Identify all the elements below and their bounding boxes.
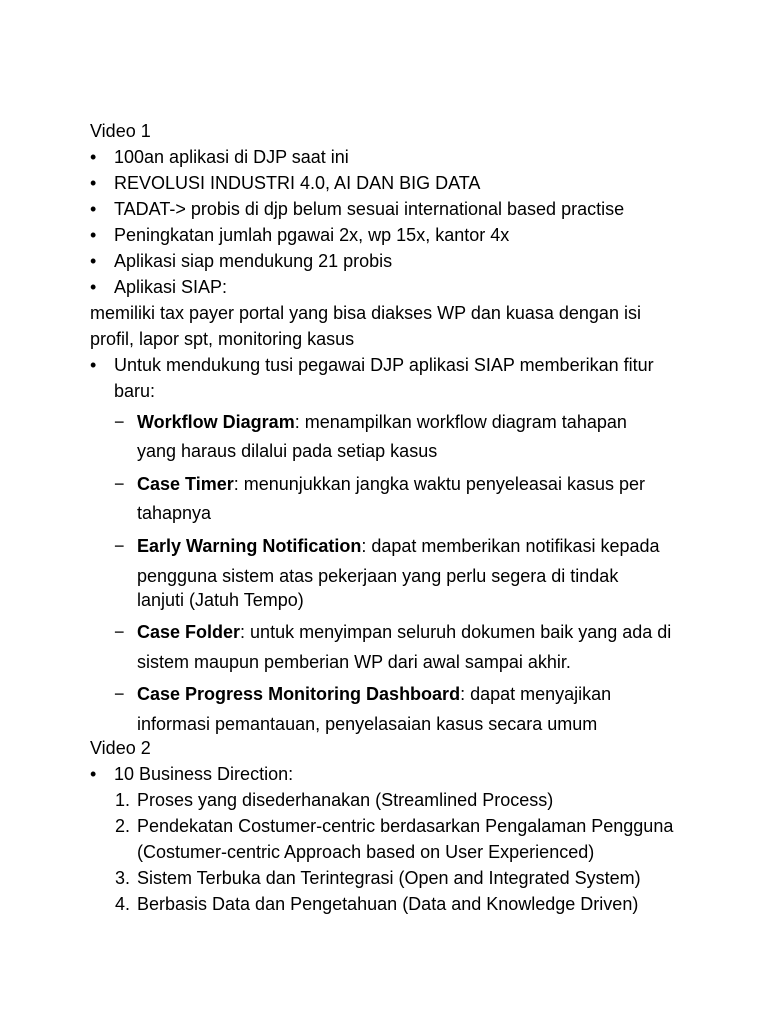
list-item: Peningkatan jumlah pgawai 2x, wp 15x, kantor 4x	[114, 225, 510, 245]
feature-item	[137, 409, 627, 435]
list-number: 2.	[115, 816, 131, 836]
feature-description-cont: lanjuti (Jatuh Tempo)	[137, 590, 304, 610]
feature-description-cont: yang haraus dilalui pada setiap kasus	[137, 441, 438, 461]
feature-description: : dapat memberikan notifikasi kepada	[361, 536, 660, 556]
feature-description: : dapat menyajikan	[460, 684, 612, 704]
list-item: Aplikasi SIAP:	[114, 277, 228, 297]
tusi-bullet-text: baru:	[114, 381, 156, 401]
list-item: Aplikasi siap mendukung 21 probis	[114, 251, 393, 271]
tusi-bullet-text: Untuk mendukung tusi pegawai DJP aplikasi SIAP memberikan fitur	[114, 355, 654, 375]
bullet-icon: •	[90, 173, 97, 193]
feature-description: : untuk menyimpan seluruh dokumen baik yang ada di	[240, 622, 672, 642]
list-item: Proses yang disederhanakan (Streamlined Process)	[137, 790, 554, 810]
list-number: 3.	[115, 868, 131, 888]
list-item-cont: (Costumer-centric Approach based on User Experienced)	[137, 842, 595, 862]
feature-description: : menunjukkan jangka waktu penyeleasai kasus per	[233, 474, 645, 494]
siap-description-line: profil, lapor spt, monitoring kasus	[90, 329, 355, 349]
feature-item	[137, 619, 671, 645]
list-item: TADAT-> probis di djp belum sesuai international based practise	[114, 199, 625, 219]
feature-term: Case Timer	[137, 474, 234, 494]
bullet-icon: •	[90, 251, 97, 271]
bullet-icon: •	[90, 764, 97, 784]
dash-icon: −	[114, 684, 125, 704]
bullet-icon: •	[90, 355, 97, 375]
feature-term: Case Folder	[137, 622, 241, 642]
dash-icon: −	[114, 412, 125, 432]
list-item: Sistem Terbuka dan Terintegrasi (Open and Integrated System)	[137, 868, 641, 888]
feature-term: Early Warning Notification	[137, 536, 362, 556]
list-item: Berbasis Data dan Pengetahuan (Data and Knowledge Driven)	[137, 894, 639, 914]
feature-item	[137, 533, 660, 559]
feature-description-cont: informasi pemantauan, penyelasaian kasus secara umum	[137, 714, 598, 734]
video2-heading: Video 2	[90, 738, 151, 758]
video1-heading: Video 1	[90, 121, 151, 141]
feature-description-cont: pengguna sistem atas pekerjaan yang perlu segera di tindak	[137, 566, 619, 586]
list-item: 100an aplikasi di DJP saat ini	[114, 147, 349, 167]
dash-icon: −	[114, 536, 125, 556]
feature-term: Workflow Diagram	[137, 412, 295, 432]
dash-icon: −	[114, 622, 125, 642]
list-item: Pendekatan Costumer-centric berdasarkan Pengalaman Pengguna	[137, 816, 674, 836]
feature-description-cont: sistem maupun pemberian WP dari awal sampai akhir.	[137, 652, 571, 672]
bullet-icon: •	[90, 147, 97, 167]
list-item: REVOLUSI INDUSTRI 4.0, AI DAN BIG DATA	[114, 173, 481, 193]
feature-description-cont: tahapnya	[137, 503, 212, 523]
feature-term: Case Progress Monitoring Dashboard	[137, 684, 461, 704]
feature-description: : menampilkan workflow diagram tahapan	[294, 412, 627, 432]
dash-icon: −	[114, 474, 125, 494]
siap-description-line: memiliki tax payer portal yang bisa diakses WP dan kuasa dengan isi	[90, 303, 641, 323]
list-number: 1.	[115, 790, 131, 810]
bullet-icon: •	[90, 225, 97, 245]
feature-item	[137, 681, 611, 707]
feature-item	[137, 471, 645, 497]
list-item: 10 Business Direction:	[114, 764, 294, 784]
bullet-icon: •	[90, 277, 97, 297]
bullet-icon: •	[90, 199, 97, 219]
list-number: 4.	[115, 894, 131, 914]
